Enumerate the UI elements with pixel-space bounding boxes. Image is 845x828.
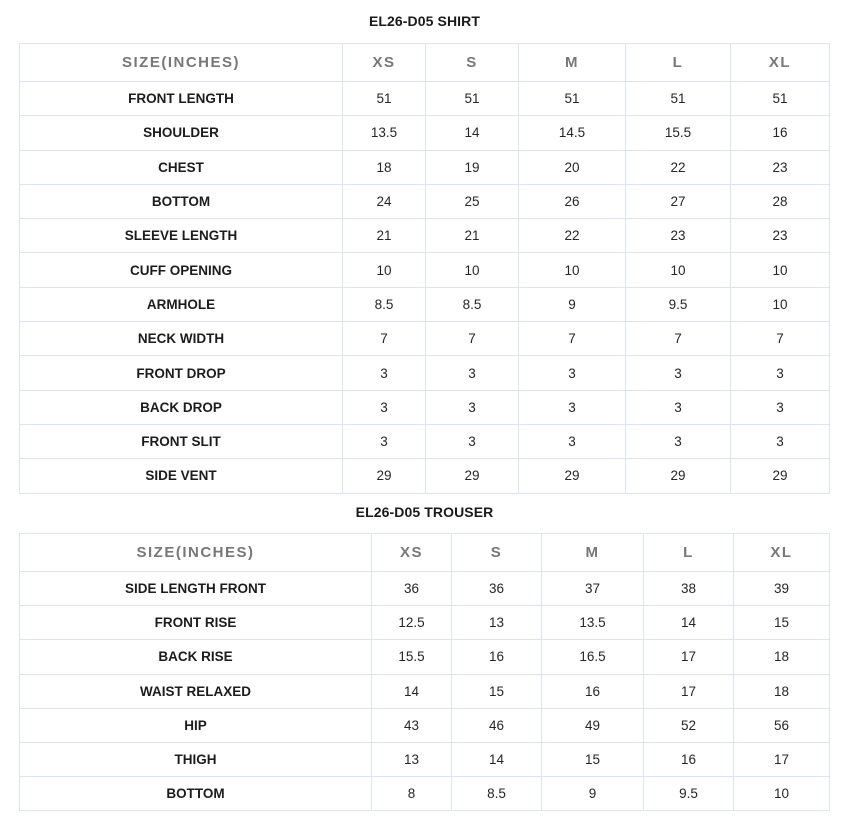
measurement-value: 7 — [731, 322, 830, 356]
measurement-value: 27 — [626, 184, 731, 218]
measurement-value: 15 — [542, 742, 644, 776]
measurement-value: 17 — [644, 640, 734, 674]
measurement-value: 21 — [343, 219, 426, 253]
measurement-value: 15.5 — [372, 640, 452, 674]
measurement-value: 10 — [731, 287, 830, 321]
measurement-value: 29 — [519, 459, 626, 493]
measurement-value: 29 — [731, 459, 830, 493]
table-row — [20, 572, 830, 606]
measurement-label: BOTTOM — [20, 777, 372, 811]
table-row — [20, 742, 830, 776]
table-row — [20, 640, 830, 674]
size-column-header: S — [426, 44, 519, 82]
measurement-value: 17 — [644, 674, 734, 708]
measurement-value: 13 — [372, 742, 452, 776]
measurement-value: 10 — [626, 253, 731, 287]
measurement-value: 15 — [452, 674, 542, 708]
table-row — [20, 184, 830, 218]
size-column-header: XL — [734, 534, 830, 572]
size-header-cell: SIZE(INCHES) — [20, 44, 343, 82]
measurement-label: NECK WIDTH — [20, 322, 343, 356]
size-column-header: XL — [731, 44, 830, 82]
measurement-value: 3 — [519, 424, 626, 458]
measurement-label: BACK DROP — [20, 390, 343, 424]
measurement-label: BOTTOM — [20, 184, 343, 218]
measurement-value: 9 — [519, 287, 626, 321]
measurement-label: BACK RISE — [20, 640, 372, 674]
measurement-value: 20 — [519, 150, 626, 184]
measurement-label: CUFF OPENING — [20, 253, 343, 287]
table-row — [20, 116, 830, 150]
measurement-value: 16.5 — [542, 640, 644, 674]
measurement-label: WAIST RELAXED — [20, 674, 372, 708]
measurement-label: FRONT SLIT — [20, 424, 343, 458]
measurement-value: 13 — [452, 606, 542, 640]
measurement-label: SHOULDER — [20, 116, 343, 150]
measurement-label: SIDE LENGTH FRONT — [20, 572, 372, 606]
measurement-value: 3 — [731, 424, 830, 458]
trouser-size-table — [19, 533, 830, 811]
measurement-value: 39 — [734, 572, 830, 606]
measurement-value: 14 — [644, 606, 734, 640]
measurement-value: 24 — [343, 184, 426, 218]
measurement-label: FRONT LENGTH — [20, 82, 343, 116]
table-row — [20, 424, 830, 458]
measurement-value: 7 — [426, 322, 519, 356]
measurement-value: 51 — [519, 82, 626, 116]
measurement-value: 7 — [626, 322, 731, 356]
measurement-value: 10 — [343, 253, 426, 287]
measurement-value: 14 — [452, 742, 542, 776]
measurement-value: 16 — [644, 742, 734, 776]
measurement-value: 22 — [626, 150, 731, 184]
measurement-value: 9.5 — [644, 777, 734, 811]
measurement-value: 38 — [644, 572, 734, 606]
measurement-value: 7 — [343, 322, 426, 356]
measurement-value: 25 — [426, 184, 519, 218]
measurement-value: 10 — [519, 253, 626, 287]
measurement-label: CHEST — [20, 150, 343, 184]
measurement-value: 51 — [426, 82, 519, 116]
measurement-value: 14.5 — [519, 116, 626, 150]
measurement-value: 3 — [426, 424, 519, 458]
measurement-value: 36 — [452, 572, 542, 606]
measurement-value: 17 — [734, 742, 830, 776]
measurement-value: 3 — [731, 390, 830, 424]
measurement-value: 18 — [734, 674, 830, 708]
table-row — [20, 606, 830, 640]
measurement-value: 13.5 — [343, 116, 426, 150]
table-row — [20, 459, 830, 493]
measurement-value: 46 — [452, 708, 542, 742]
measurement-value: 3 — [626, 356, 731, 390]
measurement-value: 51 — [626, 82, 731, 116]
table-row — [20, 708, 830, 742]
measurement-value: 3 — [731, 356, 830, 390]
measurement-label: THIGH — [20, 742, 372, 776]
measurement-value: 26 — [519, 184, 626, 218]
measurement-value: 21 — [426, 219, 519, 253]
size-column-header: XS — [372, 534, 452, 572]
measurement-value: 8.5 — [452, 777, 542, 811]
table-row — [20, 674, 830, 708]
measurement-value: 7 — [519, 322, 626, 356]
shirt-size-table — [19, 43, 830, 494]
measurement-value: 14 — [372, 674, 452, 708]
measurement-value: 12.5 — [372, 606, 452, 640]
table-header-row — [20, 534, 830, 572]
table-row — [20, 219, 830, 253]
measurement-value: 8.5 — [426, 287, 519, 321]
measurement-value: 3 — [519, 390, 626, 424]
measurement-value: 29 — [426, 459, 519, 493]
table-row — [20, 287, 830, 321]
table-row — [20, 322, 830, 356]
measurement-value: 16 — [731, 116, 830, 150]
measurement-value: 23 — [731, 150, 830, 184]
table-header-row — [20, 44, 830, 82]
measurement-value: 3 — [426, 390, 519, 424]
size-column-header: L — [644, 534, 734, 572]
size-column-header: M — [542, 534, 644, 572]
measurement-value: 28 — [731, 184, 830, 218]
measurement-value: 3 — [343, 424, 426, 458]
measurement-value: 23 — [626, 219, 731, 253]
measurement-value: 13.5 — [542, 606, 644, 640]
size-column-header: M — [519, 44, 626, 82]
measurement-value: 3 — [426, 356, 519, 390]
measurement-value: 10 — [426, 253, 519, 287]
measurement-value: 8.5 — [343, 287, 426, 321]
measurement-label: ARMHOLE — [20, 287, 343, 321]
measurement-value: 43 — [372, 708, 452, 742]
measurement-label: HIP — [20, 708, 372, 742]
measurement-value: 51 — [343, 82, 426, 116]
measurement-value: 29 — [343, 459, 426, 493]
measurement-value: 37 — [542, 572, 644, 606]
size-column-header: L — [626, 44, 731, 82]
measurement-value: 19 — [426, 150, 519, 184]
size-column-header: XS — [343, 44, 426, 82]
measurement-value: 36 — [372, 572, 452, 606]
measurement-value: 10 — [734, 777, 830, 811]
size-header-cell: SIZE(INCHES) — [20, 534, 372, 572]
measurement-label: SIDE VENT — [20, 459, 343, 493]
trouser-table-title: EL26-D05 TROUSER — [355, 504, 494, 520]
measurement-value: 9.5 — [626, 287, 731, 321]
measurement-value: 3 — [519, 356, 626, 390]
table-row — [20, 777, 830, 811]
measurement-value: 3 — [626, 390, 731, 424]
measurement-value: 51 — [731, 82, 830, 116]
shirt-table-title: EL26-D05 SHIRT — [368, 13, 481, 29]
measurement-value: 18 — [734, 640, 830, 674]
measurement-label: SLEEVE LENGTH — [20, 219, 343, 253]
measurement-value: 22 — [519, 219, 626, 253]
measurement-value: 8 — [372, 777, 452, 811]
table-row — [20, 356, 830, 390]
measurement-value: 23 — [731, 219, 830, 253]
table-row — [20, 150, 830, 184]
measurement-value: 16 — [542, 674, 644, 708]
measurement-label: FRONT DROP — [20, 356, 343, 390]
measurement-value: 52 — [644, 708, 734, 742]
measurement-value: 49 — [542, 708, 644, 742]
measurement-value: 3 — [343, 390, 426, 424]
measurement-value: 3 — [626, 424, 731, 458]
measurement-value: 15.5 — [626, 116, 731, 150]
table-row — [20, 82, 830, 116]
measurement-value: 10 — [731, 253, 830, 287]
measurement-value: 29 — [626, 459, 731, 493]
measurement-value: 18 — [343, 150, 426, 184]
size-column-header: S — [452, 534, 542, 572]
measurement-value: 56 — [734, 708, 830, 742]
measurement-value: 9 — [542, 777, 644, 811]
measurement-value: 16 — [452, 640, 542, 674]
measurement-label: FRONT RISE — [20, 606, 372, 640]
measurement-value: 14 — [426, 116, 519, 150]
measurement-value: 3 — [343, 356, 426, 390]
table-row — [20, 253, 830, 287]
table-row — [20, 390, 830, 424]
measurement-value: 15 — [734, 606, 830, 640]
